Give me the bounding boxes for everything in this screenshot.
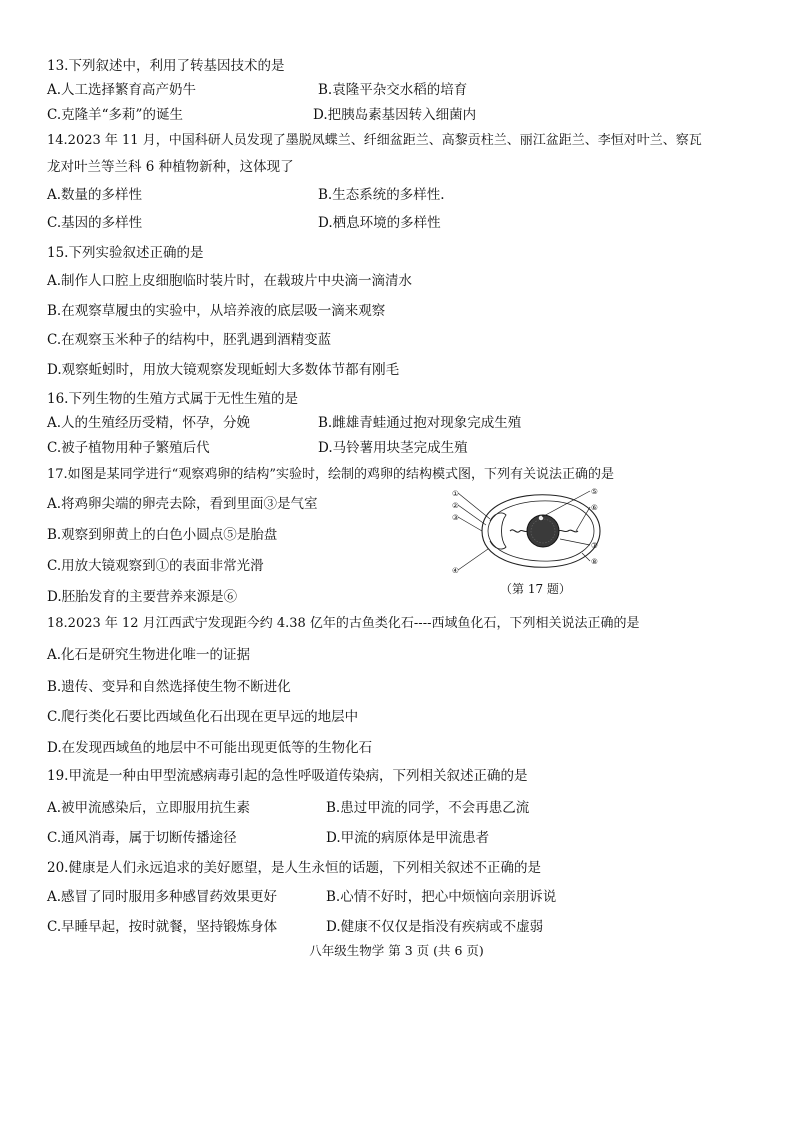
q16-option-a: A.人的生殖经历受精，怀孕，分娩 xyxy=(47,415,251,431)
q13-option-c: C.克隆羊“多莉”的诞生 xyxy=(47,107,183,123)
egg-label-6: ⑥ xyxy=(591,503,598,512)
q18-stem: 18.2023 年 12 月江西武宁发现距今约 4.38 亿年的古鱼类化石----西域鱼化石，下列相关说法正确的是 xyxy=(47,616,640,631)
q15-option-c: C.在观察玉米种子的结构中，胚乳遇到酒精变蓝 xyxy=(47,332,332,348)
q13-stem: 13.下列叙述中，利用了转基因技术的是 xyxy=(47,58,285,74)
q14-option-a: A.数量的多样性 xyxy=(47,187,143,203)
q17-option-d: D.胚胎发育的主要营养来源是⑥ xyxy=(47,589,238,605)
q19-option-c: C.通风消毒，属于切断传播途径 xyxy=(47,830,237,846)
page-footer: 八年级生物学 第 3 页 (共 6 页) xyxy=(309,943,484,958)
chalaza-right xyxy=(558,530,578,532)
q14-option-c: C.基因的多样性 xyxy=(47,215,143,231)
q18-option-a: A.化石是研究生物进化唯一的证据 xyxy=(47,647,251,663)
chalaza-left xyxy=(510,530,528,532)
egg-label-7: ⑦ xyxy=(591,541,598,550)
egg-label-3: ③ xyxy=(452,513,459,522)
q15-option-b: B.在观察草履虫的实验中，从培养液的底层吸一滴来观察 xyxy=(47,303,386,319)
q17-option-c: C.用放大镜观察到①的表面非常光滑 xyxy=(47,558,264,574)
q18-option-c: C.爬行类化石要比西域鱼化石出现在更早远的地层中 xyxy=(47,709,359,725)
q18-option-d: D.在发现西域鱼的地层中不可能出现更低等的生物化石 xyxy=(47,740,373,756)
q17-stem: 17.如图是某同学进行“观察鸡卵的结构”实验时，绘制的鸡卵的结构模式图，下列有关说法正确的是 xyxy=(47,467,614,482)
q14-option-d: D.栖息环境的多样性 xyxy=(318,215,441,231)
q20-stem: 20.健康是人们永远追求的美好愿望，是人生永恒的话题，下列相关叙述不正确的是 xyxy=(47,860,541,876)
egg-label-4: ④ xyxy=(452,566,459,575)
q18-option-b: B.遗传、变异和自然选择使生物不断进化 xyxy=(47,679,291,695)
egg-label-1: ① xyxy=(452,489,459,498)
q13-option-d: D.把胰岛素基因转入细菌内 xyxy=(313,107,477,123)
q16-option-b: B.雌雄青蛙通过抱对现象完成生殖 xyxy=(318,415,522,431)
q16-option-d: D.马铃薯用块茎完成生殖 xyxy=(318,440,468,456)
q16-stem: 16.下列生物的生殖方式属于无性生殖的是 xyxy=(47,391,298,407)
q16-option-c: C.被子植物用种子繁殖后代 xyxy=(47,440,210,456)
egg-structure-diagram xyxy=(450,483,610,579)
q13-option-b: B.袁隆平杂交水稻的培育 xyxy=(318,82,468,98)
q15-stem: 15.下列实验叙述正确的是 xyxy=(47,245,204,261)
q19-stem: 19.甲流是一种由甲型流感病毒引起的急性呼吸道传染病，下列相关叙述正确的是 xyxy=(47,768,528,784)
q17-option-a: A.将鸡卵尖端的卵壳去除，看到里面③是气室 xyxy=(47,496,318,512)
figure-caption: （第 17 题） xyxy=(500,582,571,596)
q14-stem-line1: 14.2023 年 11 月，中国科研人员发现了墨脱凤蝶兰、纤细盆距兰、高黎贡柱兰、丽江盆距兰、李恒对叶兰、察瓦 xyxy=(47,133,702,148)
q20-option-c: C.早睡早起，按时就餐，坚持锻炼身体 xyxy=(47,919,278,935)
q19-option-b: B.患过甲流的同学，不会再患乙流 xyxy=(326,800,530,816)
q20-option-a: A.感冒了同时服用多种感冒药效果更好 xyxy=(47,889,278,905)
egg-label-2: ② xyxy=(452,501,459,510)
q19-option-d: D.甲流的病原体是甲流患者 xyxy=(326,830,490,846)
q14-option-b: B.生态系统的多样性. xyxy=(318,187,445,203)
egg-label-5: ⑤ xyxy=(591,487,598,496)
q19-option-a: A.被甲流感染后，立即服用抗生素 xyxy=(47,800,251,816)
q20-option-b: B.心情不好时，把心中烦恼向亲朋诉说 xyxy=(326,889,557,905)
egg-label-8: ⑧ xyxy=(591,557,598,566)
q20-option-d: D.健康不仅仅是指没有疾病或不虚弱 xyxy=(326,919,544,935)
q17-option-b: B.观察到卵黄上的白色小圆点⑤是胎盘 xyxy=(47,527,278,543)
q14-stem-line2: 龙对叶兰等兰科 6 种植物新种，这体现了 xyxy=(47,159,294,175)
q15-option-a: A.制作人口腔上皮细胞临时装片时，在载玻片中央滴一滴清水 xyxy=(47,273,413,289)
q13-option-a: A.人工选择繁育高产奶牛 xyxy=(47,82,197,98)
q15-option-d: D.观察蚯蚓时，用放大镜观察发现蚯蚓大多数体节都有刚毛 xyxy=(47,362,400,378)
